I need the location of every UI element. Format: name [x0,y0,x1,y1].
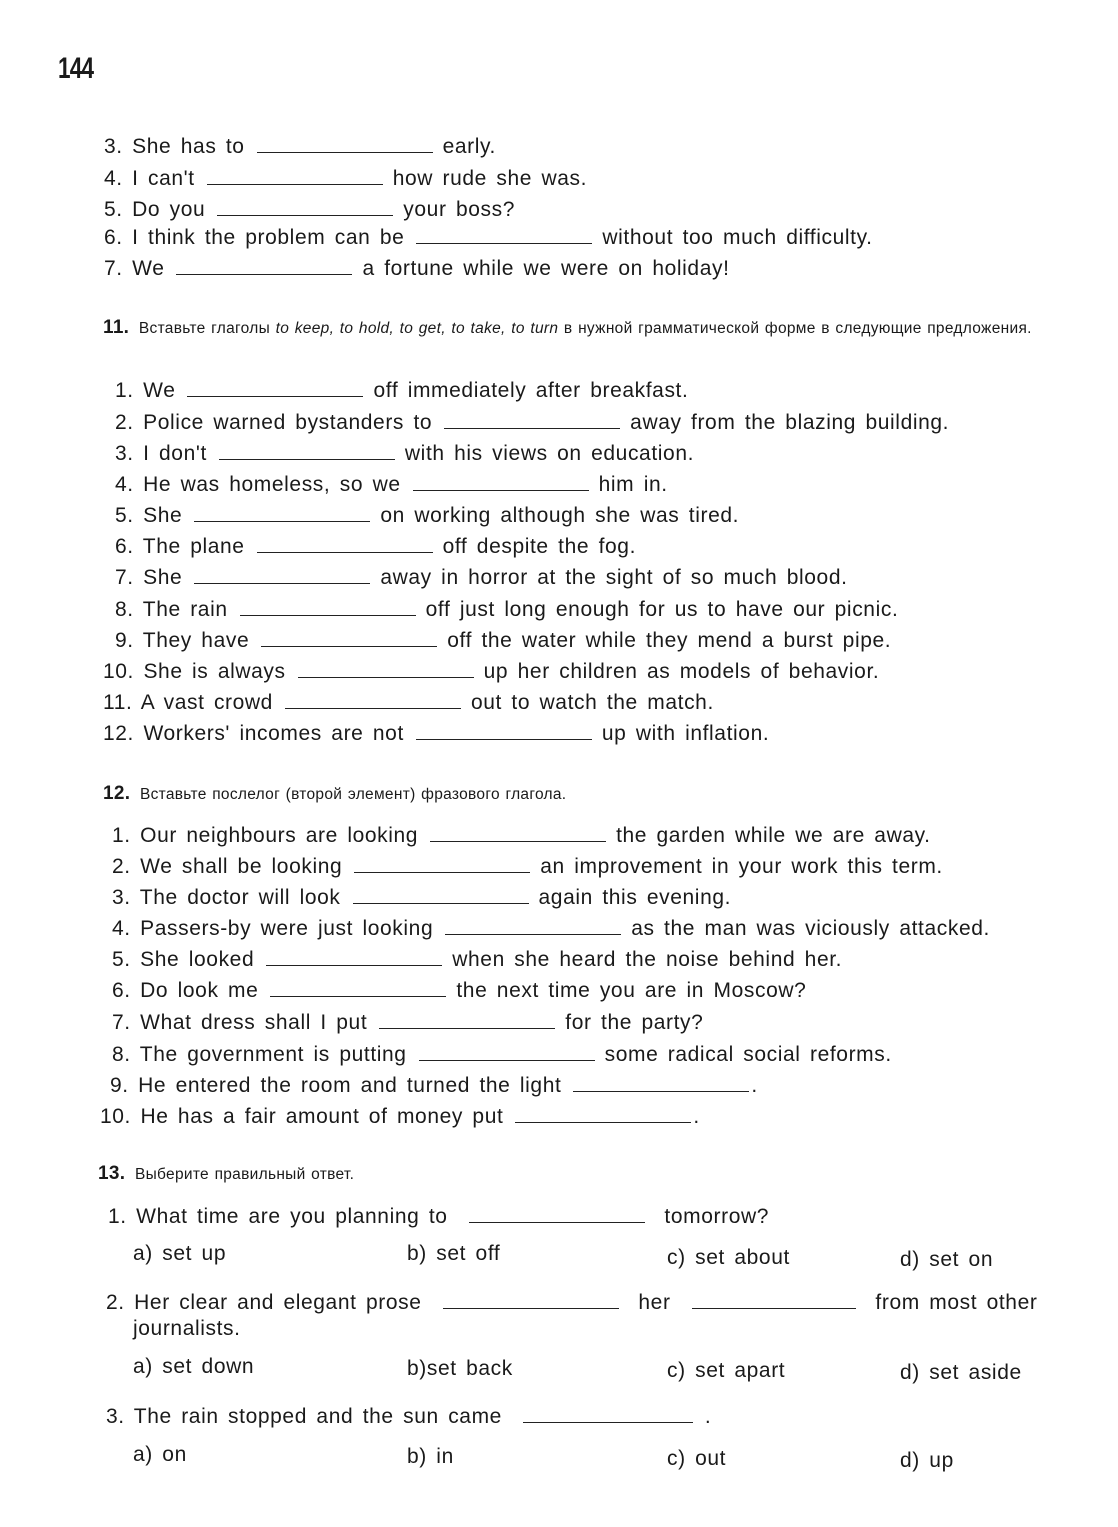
item-number: 1. [115,379,134,402]
answer-blank[interactable] [240,597,416,616]
item-text-before: They have [142,629,250,652]
exercise-item [115,534,636,559]
answer-blank[interactable] [354,854,530,873]
item-text-before: The government is putting [139,1043,407,1066]
item-number: 6. [104,226,123,249]
item-text-after: a fortune while we were on holiday! [362,257,730,280]
item-text-after: when she heard the noise behind her. [452,948,843,971]
exercise-item [112,823,931,848]
exercise-item [103,659,879,684]
answer-blank[interactable] [187,378,363,397]
item-text-after: early. [442,135,496,158]
item-number: 7. [115,566,134,589]
item-number: 4. [115,473,134,496]
item-number: 2. [115,411,134,434]
item-text-after: for the party? [565,1011,704,1034]
question-text-after: . [704,1405,712,1428]
ex13-q2-continuation: journalists. [133,1317,241,1340]
item-number: 5. [115,504,134,527]
item-text-after: with his views on education. [404,442,695,465]
ex13-number: 13. [98,1163,126,1184]
item-text-after: an improvement in your work this term. [540,855,943,878]
exercise-item [115,565,848,590]
option-a[interactable]: a) set up [133,1242,227,1265]
option-a[interactable]: a) on [133,1443,187,1466]
answer-blank[interactable] [266,947,442,966]
item-number: 9. [110,1074,129,1097]
answer-blank[interactable] [469,1204,645,1223]
answer-blank[interactable] [353,885,529,904]
page-number: 144 [58,52,94,85]
item-text-after: again this evening. [538,886,732,909]
option-a[interactable]: a) set down [133,1355,255,1378]
ex13-heading [98,1164,1028,1185]
option-b[interactable]: b) in [407,1445,454,1468]
answer-blank[interactable] [194,565,370,584]
question-text-before: The rain stopped and the sun came [133,1405,502,1428]
item-number: 7. [112,1011,131,1034]
ex13-q3 [106,1404,711,1429]
exercise-item [112,854,943,879]
answer-blank[interactable] [416,721,592,740]
item-text-before: Do you [132,198,206,221]
answer-blank[interactable] [207,166,383,185]
answer-blank[interactable] [270,978,446,997]
option-d[interactable]: d) up [900,1449,954,1472]
item-text-after: up her children as models of behavior. [483,660,880,683]
question-text-before: Her clear and elegant prose [134,1291,422,1314]
exercise-item [104,225,873,250]
exercise-item [112,885,731,910]
item-text-after: as the man was viciously attacked. [631,917,990,940]
item-number: 9. [115,629,134,652]
item-text-before: I can't [132,167,195,190]
item-number: 3. [104,135,123,158]
item-text-before: Workers' incomes are not [143,722,404,745]
exercise-item [112,978,806,1003]
item-text-after: him in. [598,473,668,496]
ex13-q1 [108,1204,769,1229]
item-text-after: away from the blazing building. [630,411,950,434]
exercise-item [115,441,694,466]
exercise-item [112,916,990,941]
answer-blank[interactable] [261,628,437,647]
item-text-after: off just long enough for us to have our picnic. [425,598,899,621]
ex12-heading [103,784,1033,805]
item-text-before: Passers-by were just looking [140,917,434,940]
ex13-instruction: Выберите правильный ответ. [134,1166,355,1183]
item-text-before: He entered the room and turned the light [138,1074,562,1097]
item-text-after: . [751,1074,758,1097]
option-b[interactable]: b)set back [407,1357,513,1380]
exercise-item [112,947,842,972]
item-text-before: He has a fair amount of money put [140,1105,504,1128]
item-text-after: away in horror at the sight of so much blood. [380,566,848,589]
ex11-instruction-part1: Вставьте глаголы [138,320,271,337]
answer-blank[interactable] [430,823,606,842]
question-text-middle: her [638,1291,671,1314]
item-number: 5. [104,198,123,221]
option-d[interactable]: d) set on [900,1248,994,1271]
answer-blank-1[interactable] [443,1290,619,1309]
item-text-after: how rude she was. [392,167,588,190]
option-d[interactable]: d) set aside [900,1361,1022,1384]
item-text-before: She [143,566,183,589]
answer-blank[interactable] [573,1073,749,1092]
exercise-item [115,378,688,403]
item-number: 2. [112,855,131,878]
answer-blank[interactable] [379,1010,555,1029]
question-number: 3. [106,1405,125,1428]
item-text-before: She is always [143,660,286,683]
item-number: 6. [112,979,131,1002]
answer-blank[interactable] [298,659,474,678]
answer-blank[interactable] [523,1404,693,1423]
answer-blank[interactable] [413,472,589,491]
item-text-before: Our neighbours are looking [140,824,419,847]
exercise-item [104,197,515,222]
exercise-item [115,472,668,497]
item-text-before: The rain [142,598,228,621]
item-text-before: We shall be looking [140,855,343,878]
ex12-number: 12. [103,783,131,804]
option-c[interactable]: c) out [667,1447,727,1470]
ex11-heading [103,318,1033,339]
item-number: 12. [103,722,134,745]
question-text-after: from most other [875,1291,1038,1314]
exercise-item [104,134,496,159]
item-text-after: out to watch the match. [470,691,714,714]
item-text-after: your boss? [403,198,516,221]
item-number: 8. [112,1043,131,1066]
option-c[interactable]: c) set about [667,1246,790,1269]
item-text-before: The doctor will look [139,886,341,909]
answer-blank[interactable] [416,225,592,244]
ex11-instruction-part2: в нужной грамматической форме в следующие предложения. [563,320,1032,337]
item-text-before: What dress shall I put [140,1011,368,1034]
item-number: 4. [104,167,123,190]
question-number: 2. [106,1291,125,1314]
exercise-item [104,166,587,191]
item-text-before: A vast crowd [140,691,273,714]
item-text-before: Do look me [140,979,259,1002]
item-text-after: off despite the fog. [442,535,637,558]
question-text-before: What time are you planning to [136,1205,448,1228]
answer-blank[interactable] [419,1042,595,1061]
ex11-verbs: to keep, to hold, to get, to take, to turn [275,320,559,337]
answer-blank[interactable] [194,503,370,522]
exercise-item [115,410,949,435]
option-c[interactable]: c) set apart [667,1359,786,1382]
item-text-before: Police warned bystanders to [143,411,433,434]
item-text-before: She [143,504,183,527]
answer-blank[interactable] [445,916,621,935]
item-text-before: I don't [143,442,207,465]
answer-blank[interactable] [219,441,395,460]
item-text-after: . [693,1105,700,1128]
item-text-after: without too much difficulty. [602,226,873,249]
item-number: 1. [112,824,131,847]
item-text-before: She looked [140,948,255,971]
item-number: 4. [112,917,131,940]
item-number: 7. [104,257,123,280]
item-text-before: We [143,379,176,402]
exercise-item [110,1073,758,1098]
item-number: 5. [112,948,131,971]
ex12-instruction: Вставьте послелог (второй элемент) фразового глагола. [139,786,567,803]
answer-blank[interactable] [257,534,433,553]
item-text-after: up with inflation. [601,722,770,745]
item-number: 10. [100,1105,131,1128]
question-text-after: tomorrow? [664,1205,770,1228]
answer-blank[interactable] [176,256,352,275]
answer-blank[interactable] [515,1104,691,1123]
option-b[interactable]: b) set off [407,1242,501,1265]
exercise-item [104,256,730,281]
exercise-item [103,721,769,746]
ex13-q2 [106,1290,1037,1315]
answer-blank-2[interactable] [692,1290,856,1309]
answer-blank[interactable] [217,197,393,216]
item-text-before: He was homeless, so we [143,473,401,496]
question-number: 1. [108,1205,127,1228]
exercise-item [100,1104,700,1129]
item-number: 6. [115,535,134,558]
answer-blank[interactable] [285,690,461,709]
exercise-item [103,690,714,715]
item-number: 10. [103,660,134,683]
item-number: 3. [112,886,131,909]
item-text-after: off the water while they mend a burst pipe. [447,629,892,652]
item-text-after: on working although she was tired. [380,504,740,527]
ex11-number: 11. [103,317,130,338]
item-text-before: The plane [142,535,245,558]
exercise-item [115,503,739,528]
item-text-after: the garden while we are away. [616,824,931,847]
exercise-item [112,1042,892,1067]
item-number: 3. [115,442,134,465]
answer-blank[interactable] [257,134,433,153]
item-text-after: some radical social reforms. [604,1043,892,1066]
item-text-before: I think the problem can be [132,226,405,249]
exercise-item [115,628,891,653]
item-number: 8. [115,598,134,621]
exercise-item [115,597,898,622]
item-text-after: off immediately after breakfast. [373,379,689,402]
item-number: 11. [103,691,133,714]
item-text-after: the next time you are in Moscow? [456,979,807,1002]
item-text-before: She has to [132,135,245,158]
answer-blank[interactable] [444,410,620,429]
exercise-item [112,1010,703,1035]
item-text-before: We [132,257,165,280]
